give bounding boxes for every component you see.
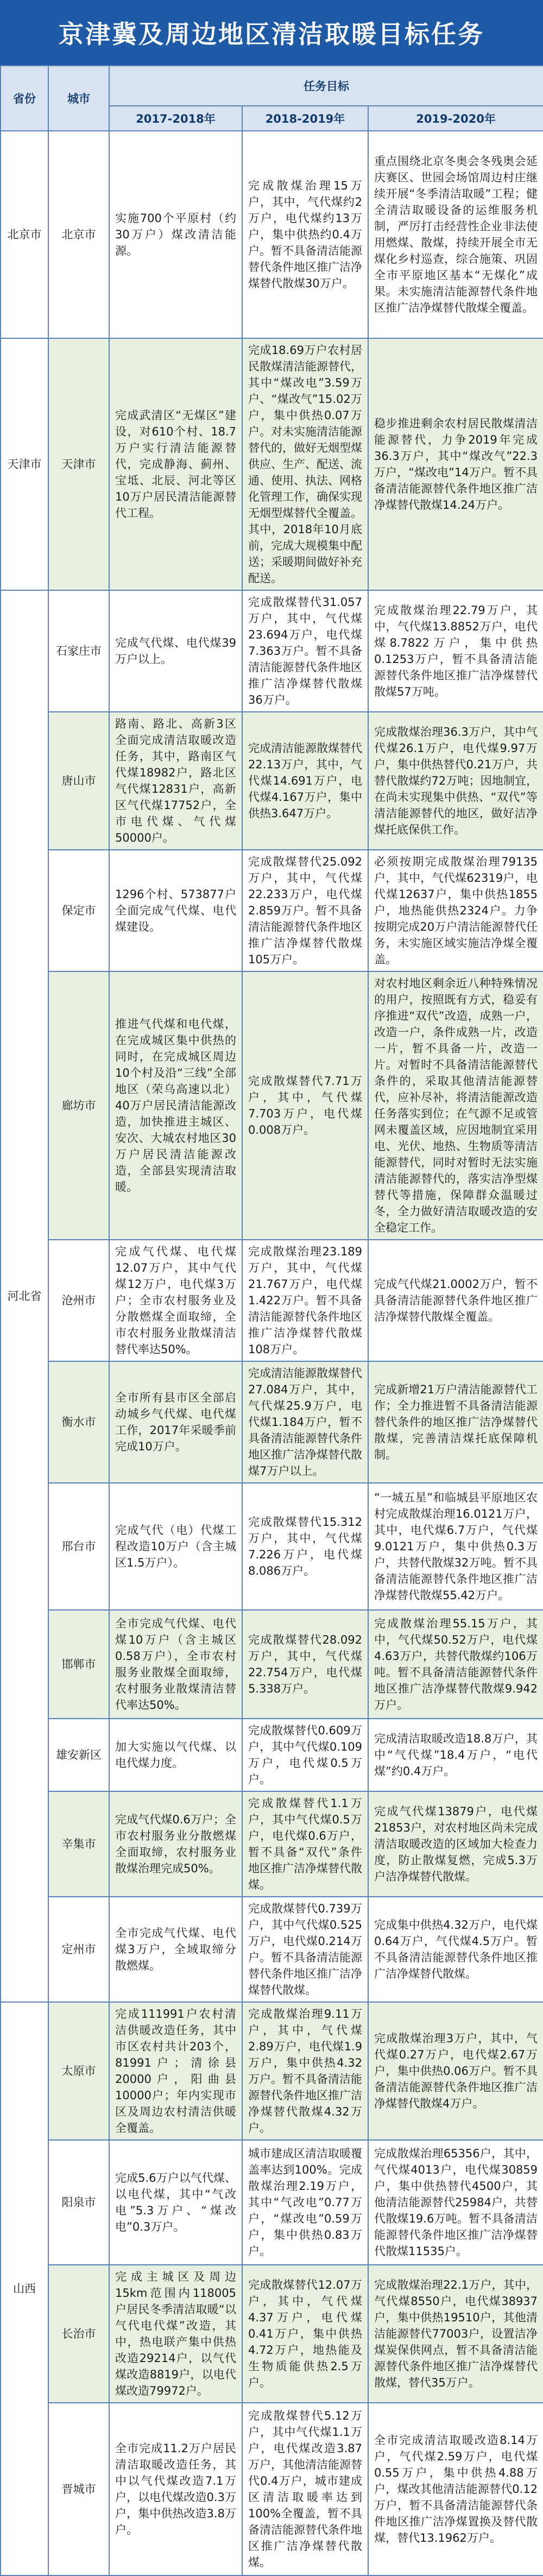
target-2018-2019: 完成散煤替代31.057万户，其中，气代煤23.694万户，电代煤7.363万户。暂不具备清洁能源替代条件地区推广洁净煤替代散煤36万户。 (242, 590, 368, 712)
city-cell: 晋城市 (48, 2403, 109, 2575)
city-cell: 邢台市 (48, 1483, 109, 1610)
target-2018-2019: 完成18.69万户农村居民散煤清洁能源替代，其中“煤改电”3.59万户、“煤改气”15.02万户，集中供热0.07万户。对未实施清洁能源替代的，做好无烟型煤供应、生产、配送、流通、使用、执法、网格化管理工作，确保实现无烟型煤替代全覆盖。其中，2018年10月底前，完成大规模集中配送；采暖期间做好补充配送。 (242, 338, 368, 590)
target-2018-2019: 完成散煤替代0.739万户，其中气代煤0.525万户，电代煤0.214万户。暂不具备清洁能源替代条件地区推广洁净煤替代散煤。 (242, 1897, 368, 2002)
city-cell: 衡水市 (48, 1361, 109, 1483)
target-2017-2018: 全市所有县市区全部启动城乡气代煤、电代煤工作，2017年采暖季前完成10万户。 (109, 1361, 242, 1483)
target-2018-2019: 完成散煤替代5.12万户，其中气代煤1.1万户，电代煤改造3.87万户，其他清洁能源替代0.4万户，城市建成区清洁取暖率达到100%全覆盖，暂不具备清洁能源替代条件地区推广洁净煤替代散煤。 (242, 2403, 368, 2575)
target-2017-2018: 完成111991户农村清洁供暖改造任务，其中市区农村共计203个，81991户；清徐县20000户，阳曲县10000户；年内实现市区及周边农村清洁供暖全覆盖。 (109, 2002, 242, 2140)
table-row (1, 712, 543, 850)
city-cell: 石家庄市 (48, 590, 109, 712)
target-2017-2018: 1296个村、573877户全面完成气代煤、电代煤建设。 (109, 850, 242, 971)
table-row (1, 2403, 543, 2575)
target-2019-2020: 完成散煤治理36.3万户，其中气代煤26.1万户，电代煤9.97万户，集中供热替代0.21万户，共替代散煤约72万吨；因地制宜，在尚未实现集中供热、“双代”等清洁能源替代的地区，做好洁净煤托底保供工作。 (368, 712, 543, 850)
table-row (1, 1240, 543, 1361)
table-row (1, 1361, 543, 1483)
table-body (1, 131, 543, 2575)
target-2018-2019: 城市建成区清洁取暖覆盖率达到100%。完成散煤治理2.19万户，其中“气改电”0.77万户，“煤改电”0.59万户，集中供热0.83万户。 (242, 2140, 368, 2265)
target-2019-2020: 完成散煤治理65356户，其中，气代煤4013户，电代煤30859户，集中供热替代4500户，其他清洁能源替代25984户，共替代散煤19.6万吨。暂不具备清洁能源替代条件地区推广洁净煤替代散煤11535户。 (368, 2140, 543, 2265)
page-title: 京津冀及周边地区清洁取暖目标任务 (0, 0, 543, 65)
target-2017-2018: 完成主城区及周边15km范围内118005户居民冬季清洁取暖“以气代电代煤”改造，其中，热电联产集中供热改造29214户，以气代煤改造8819户，以电代煤改造79972户。 (109, 2265, 242, 2403)
target-2019-2020: 对农村地区剩余近八种特殊情况的用户，按照既有方式，稳妥有序推进“双代”改造，成熟一户，改造一户，条件成熟一片，改造一片，暂不具备一片，改造一片。对暂时不具备清洁能源替代条件的，采取其他清洁能源替代，应补尽补，将清洁能源改造任务落实到位；在气源不足或管网未覆盖区域，应因地制宜采用电、光伏、地热、生物质等清洁能源替代，同时对暂时无法实施清洁能源替代的，落实洁净型煤替代等措施，保障群众温暖过冬，全力做好清洁取暖改造的安全稳定工作。 (368, 971, 543, 1240)
targets-table (0, 65, 543, 2576)
target-2019-2020: 完成散煤治理22.1万户，其中，气代煤8550户，电代煤38937户，集中供热19510户，其他清洁能源替代77003户，设置洁净煤炭保供网点，暂不具备清洁能源替代条件地区推广洁净煤替代散煤，替代35万户。 (368, 2265, 543, 2403)
header-city: 城市 (48, 66, 109, 131)
city-cell: 太原市 (48, 2002, 109, 2140)
target-2018-2019: 完成散煤替代1.1万户，其中气代煤0.5万户，电代煤0.6万户，暂不具备“双代”条件地区推广洁净煤替代散煤。 (242, 1791, 368, 1897)
target-2019-2020: 全市完成清洁取暖改造8.14万户，气代煤2.59万户，电代煤0.55万户，集中供热4.88万户，煤改其他清洁能源替代0.12万户，暂不具备清洁能源替代条件地区推广洁净煤置换及替代散煤，替代13.1962万户。 (368, 2403, 543, 2575)
target-2018-2019: 完成散煤替代0.609万户，其中气代煤0.109万户，电代煤0.5万户。 (242, 1719, 368, 1791)
target-2017-2018: 加大实施以气代煤、以电代煤力度。 (109, 1719, 242, 1791)
target-2018-2019: 完成清洁能源散煤替代27.084万户，其中，气代煤25.9万户，电代煤1.184万户，暂不具备清洁能源替代条件地区推广洁净煤替代散煤7万户以上。 (242, 1361, 368, 1483)
table-row (1, 131, 543, 338)
city-cell: 廊坊市 (48, 971, 109, 1240)
target-2019-2020: 稳步推进剩余农村居民散煤清洁能源替代，力争2019年完成36.3万户，其中“煤改气”22.3万户，“煤改电”14万户。暂不具备清洁能源替代条件地区推广洁净煤替代散煤14.24万户。 (368, 338, 543, 590)
province-cell: 北京市 (1, 131, 48, 338)
target-2019-2020: 完成气代煤13879户，电代煤21853户，对农村地区尚未完成清洁取暖改造的区域加大检查力度，防止散煤复燃，完成5.3万户洁净煤替代散煤。 (368, 1791, 543, 1897)
target-2019-2020: 完成新增21万户清洁能源替代工作；全力推进暂不具备清洁能源替代条件的地区推广洁净煤替代散煤，完善清洁煤托底保障机制。 (368, 1361, 543, 1483)
table-row (1, 1897, 543, 2002)
target-2019-2020: 完成散煤治理3万户，其中，气代煤0.27万户，电代煤2.67万户，集中供热0.06万户。暂不具备清洁能源替代条件地区推广洁净煤替代散煤4万户。 (368, 2002, 543, 2140)
city-cell: 沧州市 (48, 1240, 109, 1361)
province-cell: 山西 (1, 2002, 48, 2575)
city-cell: 北京市 (48, 131, 109, 338)
province-cell: 天津市 (1, 338, 48, 590)
target-2017-2018: 实施700个平原村（约30万户）煤改清洁能源。 (109, 131, 242, 338)
city-cell: 长治市 (48, 2265, 109, 2403)
city-cell: 辛集市 (48, 1791, 109, 1897)
city-cell: 天津市 (48, 338, 109, 590)
target-2019-2020: “一城五星”和临城县平原地区农村完成散煤治理16.0121万户，其中，电代煤6.7万户，气代煤9.0121万户，集中供热0.3万户，共替代散煤32万吨。暂不具备清洁能源替代条件地区推广洁净煤替代散煤55.42万户。 (368, 1483, 543, 1610)
target-2018-2019: 完成散煤替代25.092万户，其中，气代煤22.233万户，电代煤2.859万户。暂不具备清洁能源替代条件地区推广洁净煤替代散煤105万户。 (242, 850, 368, 971)
city-cell: 雄安新区 (48, 1719, 109, 1791)
target-2019-2020: 完成散煤治理55.15万户，其中，气代煤50.52万户，电代煤4.63万户，共替代散煤约106万吨。暂不具备清洁能源替代条件地区推广洁净煤替代散煤9.942万户。 (368, 1610, 543, 1719)
table-row (1, 590, 543, 712)
target-2017-2018: 完成气代煤0.6万户；全市农村服务业分散燃煤全面取缔，农村服务业散煤治理完成50%。 (109, 1791, 242, 1897)
table-row (1, 1483, 543, 1610)
target-2019-2020: 重点围绕北京冬奥会冬残奥会延庆赛区、世园会场馆周边村庄继续开展“冬季清洁取暖”工程；健全清洁取暖设备的运维服务机制，严厉打击经营性企业非法使用燃煤、散煤，持续开展全市无煤化乡村巡查，综合施策、巩固全市平原地区基本“无煤化”成果。未实施清洁能源替代条件地区推广洁净煤替代散煤全覆盖。 (368, 131, 543, 338)
target-2018-2019: 完成清洁能源散煤替代22.13万户，其中，气代煤14.691万户，电代煤4.167万户，集中供热3.647万户。 (242, 712, 368, 850)
table-row (1, 1610, 543, 1719)
target-2018-2019: 完成散煤治理9.11万户，其中，气代煤2.89万户，电代煤1.9万户，集中供热4.32万户。暂不具备清洁能源替代条件地区推广洁净煤替代散煤4.32万户。 (242, 2002, 368, 2140)
header-year-2018-2019: 2018-2019年 (242, 106, 368, 131)
table-row (1, 2265, 543, 2403)
header-year-2019-2020: 2019-2020年 (368, 106, 543, 131)
target-2017-2018: 完成气代煤、电代煤39万户以上。 (109, 590, 242, 712)
target-2017-2018: 路南、路北、高新3区全面完成清洁取暖改造任务，其中，路南区气代煤18982户，路北区气代煤12831户，高新区气代煤17752户，全市电代煤、气代煤50000户。 (109, 712, 242, 850)
target-2017-2018: 完成武清区“无煤区”建设，对610个村、18.7万户实行清洁能源替代，完成静海、蓟州、宝坻、北辰、河北等区10万户居民清洁能源替代工程。 (109, 338, 242, 590)
target-2018-2019: 完成散煤替代28.092万户，其中，气代煤22.754万户，电代煤5.338万户。 (242, 1610, 368, 1719)
target-2019-2020: 必须按期完成散煤治理79135户，其中，气代煤62319户，电代煤12637户，集中供热1855户，地热能供热2324户。力争按期完成20万户清洁能源替代任务，未实施区域实施洁净煤全覆盖。 (368, 850, 543, 971)
target-2019-2020: 完成清洁取暖改造18.8万户，其中“气代煤”18.4万户，“电代煤”约0.4万户。 (368, 1719, 543, 1791)
target-2017-2018: 完成气代煤、电代煤12.07万户，其中气代煤12万户，电代煤3万户；全市农村服务业及分散燃煤全面取缔，全市农村服务业散煤清洁替代率达50%。 (109, 1240, 242, 1361)
table-row (1, 2002, 543, 2140)
target-2019-2020: 完成散煤治理22.79万户，其中，气代煤13.8852万户，电代煤8.7822万户，集中供热0.1253万户，暂不具备清洁能源替代条件地区推广洁净煤替代散煤57万吨。 (368, 590, 543, 712)
target-2017-2018: 完成气代（电）代煤工程改造10万户（含主城区1.5万户）。 (109, 1483, 242, 1610)
table-row (1, 2140, 543, 2265)
city-cell: 保定市 (48, 850, 109, 971)
target-2018-2019: 完成散煤替代12.07万户，其中，气代煤4.37万户，电代煤0.41万户，集中供热4.72万户，地热能及生物质能供热2.5万户。 (242, 2265, 368, 2403)
table-row (1, 338, 543, 590)
target-2018-2019: 完成散煤替代15.312万户，其中，气代煤7.226万户，电代煤8.086万户。 (242, 1483, 368, 1610)
table-row (1, 1719, 543, 1791)
city-cell: 唐山市 (48, 712, 109, 850)
city-cell: 邯郸市 (48, 1610, 109, 1719)
target-2018-2019: 完成散煤替代7.71万户，其中，气代煤7.703万户，电代煤0.008万户。 (242, 971, 368, 1240)
target-2019-2020: 完成气代煤21.0002万户，暂不具备清洁能源替代条件地区推广洁净煤替代散煤全覆盖。 (368, 1240, 543, 1361)
target-2017-2018: 推进气代煤和电代煤，在完成城区集中供热的同时，在完成城区周边10个村及沿“三线”全部地区（荣乌高速以北）40万户居民清洁能源改造，加快推进主城区、安次、大城农村地区30万户居民清洁能源改造，全部县实现清洁取暖。 (109, 971, 242, 1240)
target-2017-2018: 完成5.6万户以气代煤、以电代煤，其中“气改电”5.3万户、“煤改电”0.3万户。 (109, 2140, 242, 2265)
table-row (1, 1791, 543, 1897)
header-province: 省份 (1, 66, 48, 131)
table-row (1, 971, 543, 1240)
city-cell: 阳泉市 (48, 2140, 109, 2265)
target-2017-2018: 全市完成11.2万户居民清洁取暖改造任务，其中以气代煤改造7.1万户，以电代煤改造0.3万户，集中供热改造3.8万户。 (109, 2403, 242, 2575)
table-row (1, 850, 543, 971)
target-2018-2019: 完成散煤治理23.189万户，其中，气代煤21.767万户，电代煤1.422万户。暂不具备清洁能源替代条件地区推广洁净煤替代散煤108万户。 (242, 1240, 368, 1361)
target-2017-2018: 全市完成气代煤、电代煤10万户（含主城区0.58万户），全市农村服务业散煤全面取缔，农村服务业散煤清洁替代率达50%。 (109, 1610, 242, 1719)
header-targets: 任务目标 (109, 66, 543, 106)
province-cell: 河北省 (1, 590, 48, 2002)
target-2019-2020: 完成集中供热4.32万户，电代煤0.64万户，气代煤4.5万户。暂不具备清洁能源替代条件地区推广洁净煤替代散煤。 (368, 1897, 543, 2002)
target-2018-2019: 完成散煤治理15万户，其中，气代煤约2万户，电代煤约13万户，集中供热约0.4万户。暂不具备清洁能源替代条件地区推广洁净煤替代散煤30万户。 (242, 131, 368, 338)
header-year-2017-2018: 2017-2018年 (109, 106, 242, 131)
target-2017-2018: 全市完成气代煤、电代煤3万户，全域取缔分散燃煤。 (109, 1897, 242, 2002)
city-cell: 定州市 (48, 1897, 109, 2002)
